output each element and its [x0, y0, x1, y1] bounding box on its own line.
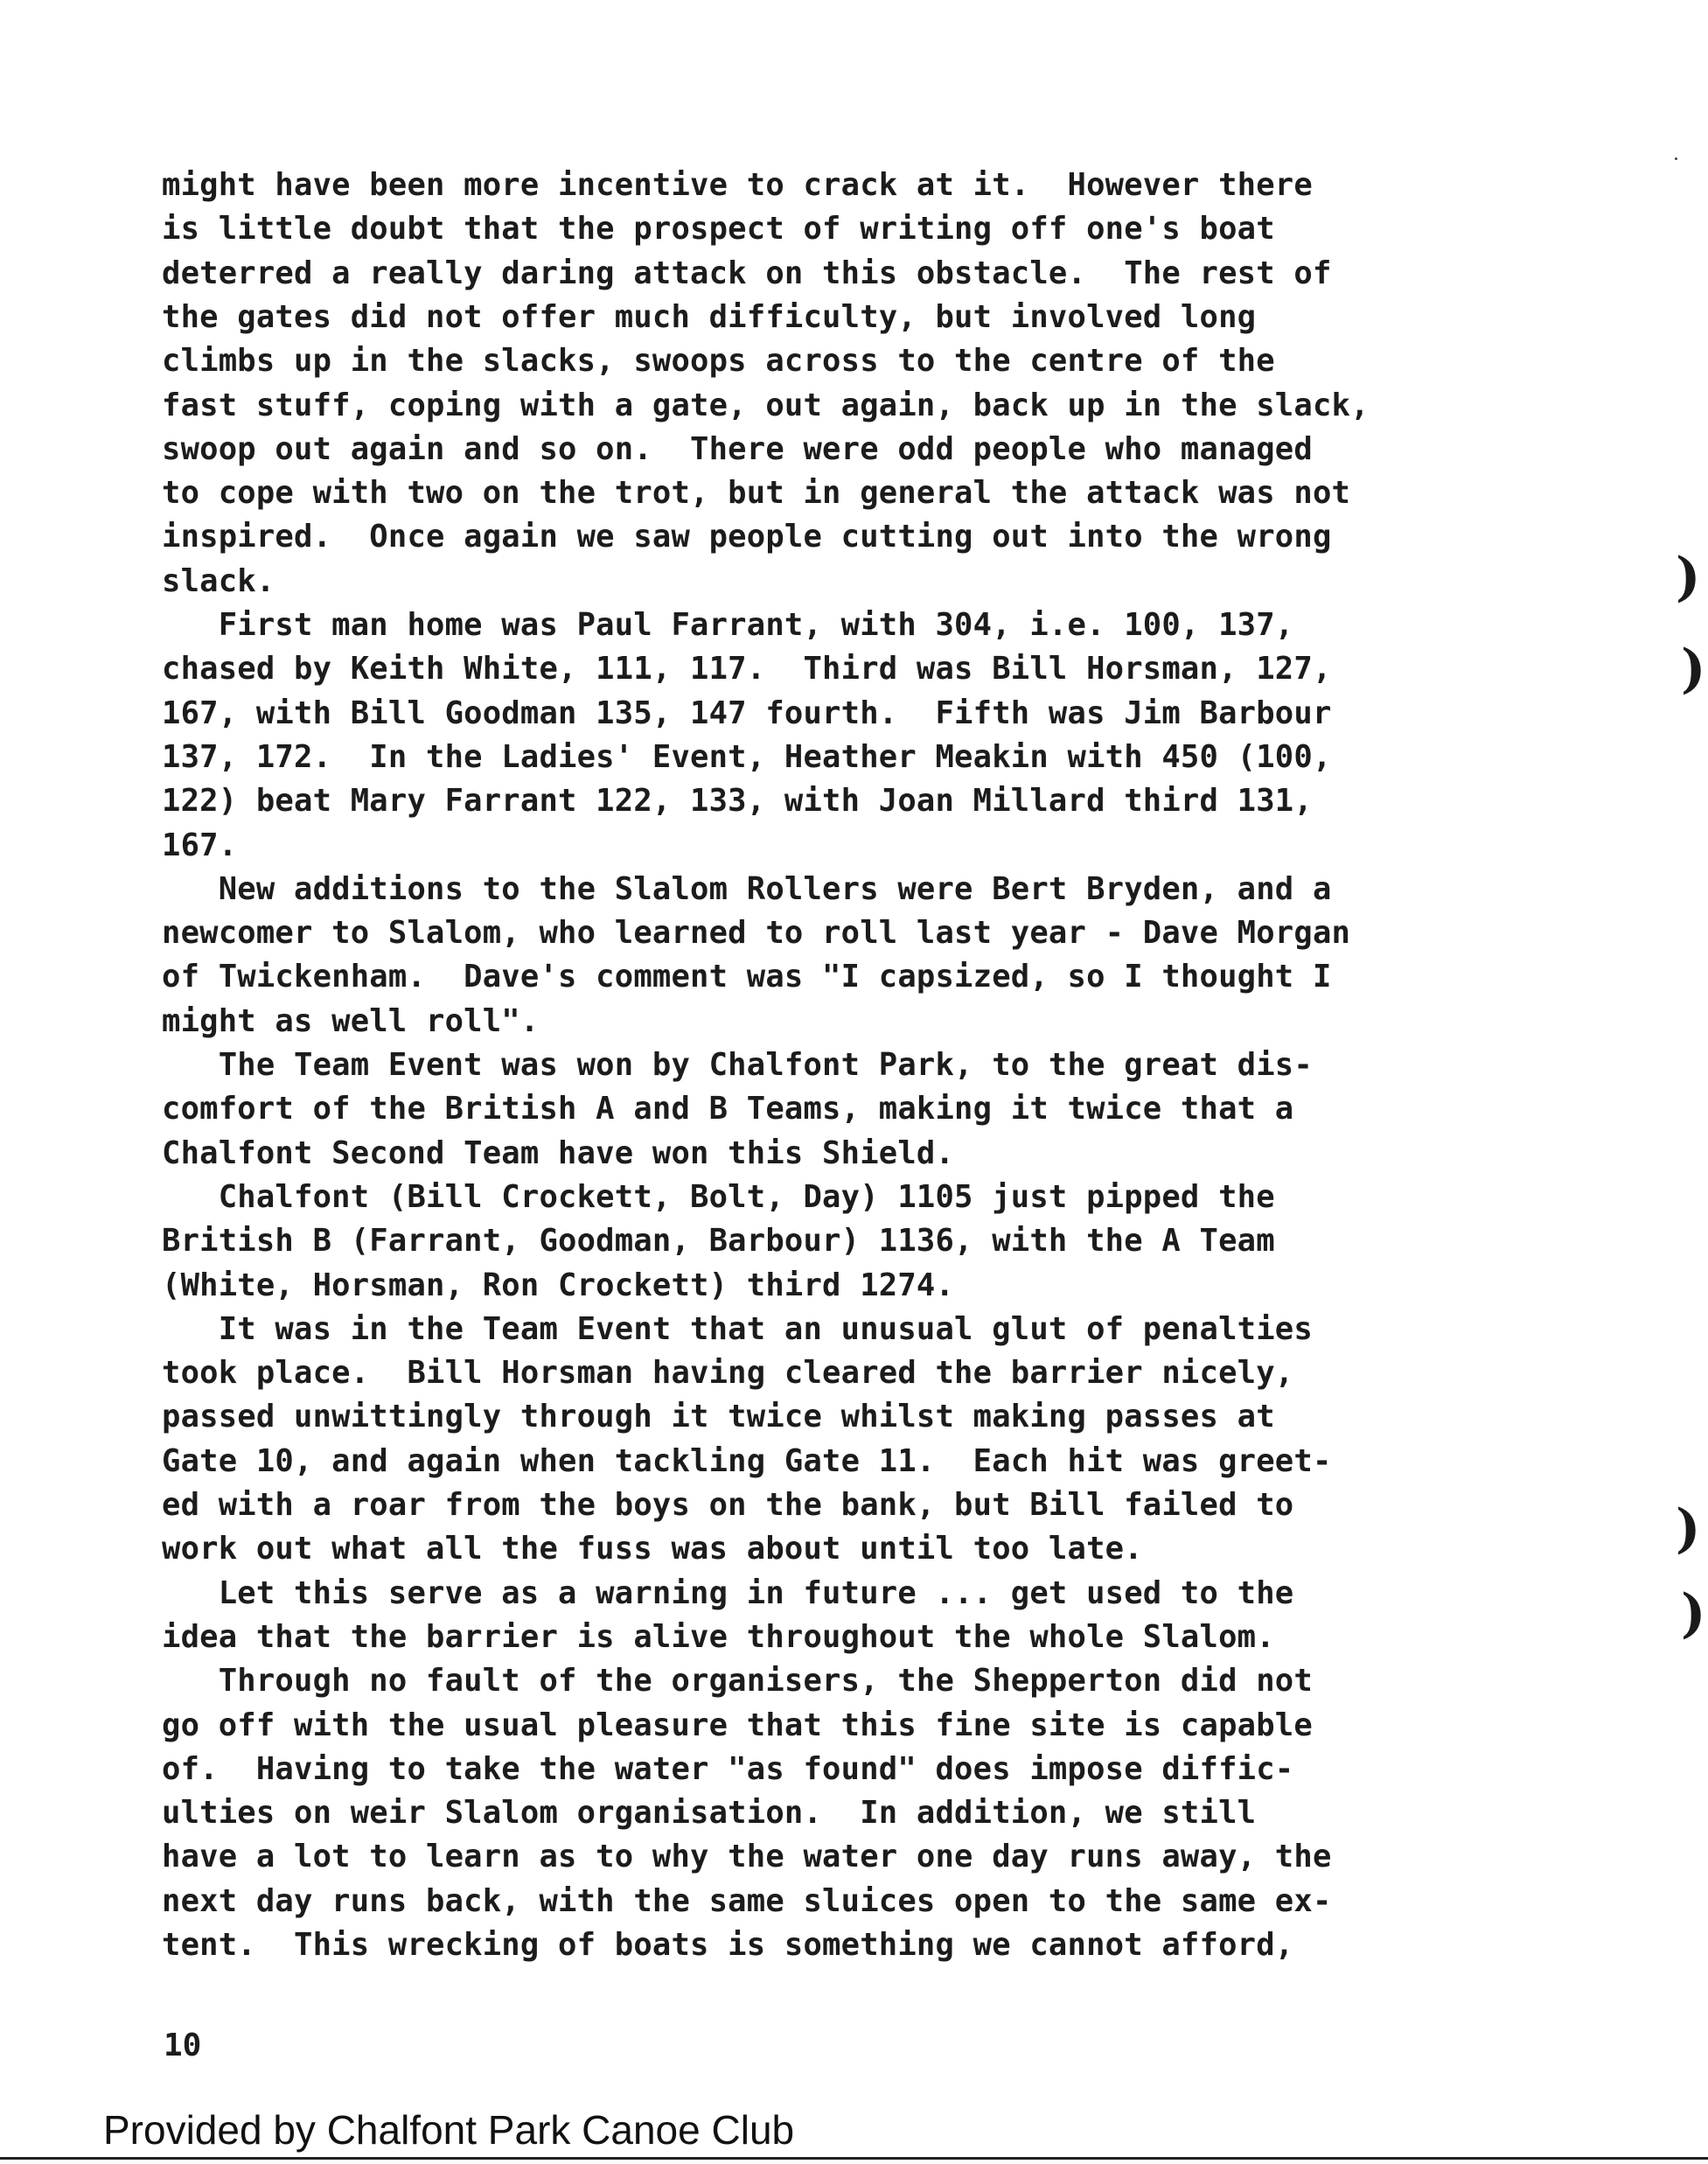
bottom-rule [0, 2157, 1708, 2160]
text-line: climbs up in the slacks, swoops across to the centre of the [162, 343, 1275, 379]
text-line: the gates did not offer much difficulty, but involved long [162, 299, 1257, 335]
text-line: ulties on weir Slalom organisation. In addition, we still [162, 1795, 1257, 1831]
text-line: chased by Keith White, 111, 117. Third was Bill Horsman, 127, [162, 651, 1332, 687]
text-line: 167. [162, 827, 238, 863]
text-line: of. Having to take the water "as found" does impose diffic- [162, 1751, 1294, 1787]
text-line: inspired. Once again we saw people cutting out into the wrong [162, 519, 1332, 555]
text-line: 167, with Bill Goodman 135, 147 fourth. Fifth was Jim Barbour [162, 695, 1332, 731]
binding-hole-mark: ) [1676, 1498, 1701, 1560]
text-line: slack. [162, 563, 275, 599]
text-line: fast stuff, coping with a gate, out again, back up in the slack, [162, 387, 1370, 423]
text-line: It was in the Team Event that an unusual glut of penalties [162, 1311, 1313, 1347]
binding-hole-mark: ) [1681, 639, 1706, 700]
text-line: have a lot to learn as to why the water one day runs away, the [162, 1839, 1332, 1874]
text-line: of Twickenham. Dave's comment was "I capsized, so I thought I [162, 959, 1332, 995]
text-line: Chalfont Second Team have won this Shield. [162, 1135, 955, 1171]
text-line: go off with the usual pleasure that this fine site is capable [162, 1707, 1313, 1743]
text-line: (White, Horsman, Ron Crockett) third 1274. [162, 1267, 955, 1303]
text-line: tent. This wrecking of boats is something we cannot afford, [162, 1927, 1294, 1963]
text-line: First man home was Paul Farrant, with 304, i.e. 100, 137, [162, 607, 1294, 643]
text-line: The Team Event was won by Chalfont Park, to the great dis- [162, 1047, 1313, 1083]
text-line: comfort of the British A and B Teams, making it twice that a [162, 1091, 1294, 1127]
text-line: New additions to the Slalom Rollers were Bert Bryden, and a [162, 871, 1332, 907]
text-line: Gate 10, and again when tackling Gate 11. Each hit was greet- [162, 1443, 1332, 1479]
text-line: is little doubt that the prospect of writing off one's boat [162, 211, 1275, 247]
text-line: swoop out again and so on. There were odd people who managed [162, 431, 1313, 467]
text-line: work out what all the fuss was about until too late. [162, 1531, 1143, 1567]
text-line: took place. Bill Horsman having cleared the barrier nicely, [162, 1355, 1294, 1391]
text-line: newcomer to Slalom, who learned to roll last year - Dave Morgan [162, 915, 1351, 951]
text-line: might as well roll". [162, 1003, 540, 1039]
text-line: deterred a really daring attack on this obstacle. The rest of [162, 255, 1332, 291]
binding-hole-mark: ) [1676, 547, 1701, 608]
text-line: British B (Farrant, Goodman, Barbour) 1136, with the A Team [162, 1223, 1275, 1259]
text-line: to cope with two on the trot, but in general the attack was not [162, 475, 1351, 511]
text-line: passed unwittingly through it twice whilst making passes at [162, 1399, 1275, 1435]
text-line: 137, 172. In the Ladies' Event, Heather Meakin with 450 (100, [162, 739, 1332, 775]
text-line: Chalfont (Bill Crockett, Bolt, Day) 1105 just pipped the [162, 1179, 1275, 1215]
text-line: idea that the barrier is alive throughout the whole Slalom. [162, 1619, 1275, 1655]
text-line: ed with a roar from the boys on the bank, but Bill failed to [162, 1487, 1294, 1523]
footer-credit: Provided by Chalfont Park Canoe Club [103, 2107, 795, 2153]
text-line: 122) beat Mary Farrant 122, 133, with Joan Millard third 131, [162, 783, 1313, 819]
text-line: might have been more incentive to crack at it. However there [162, 167, 1313, 203]
text-line: Let this serve as a warning in future ... get used to the [162, 1575, 1294, 1611]
binding-hole-mark: ) [1681, 1583, 1706, 1644]
scan-speck [1675, 157, 1677, 160]
text-line: next day runs back, with the same sluices open to the same ex- [162, 1883, 1332, 1919]
text-line: Through no fault of the organisers, the Shepperton did not [162, 1663, 1313, 1699]
page-number: 10 [164, 2028, 202, 2063]
